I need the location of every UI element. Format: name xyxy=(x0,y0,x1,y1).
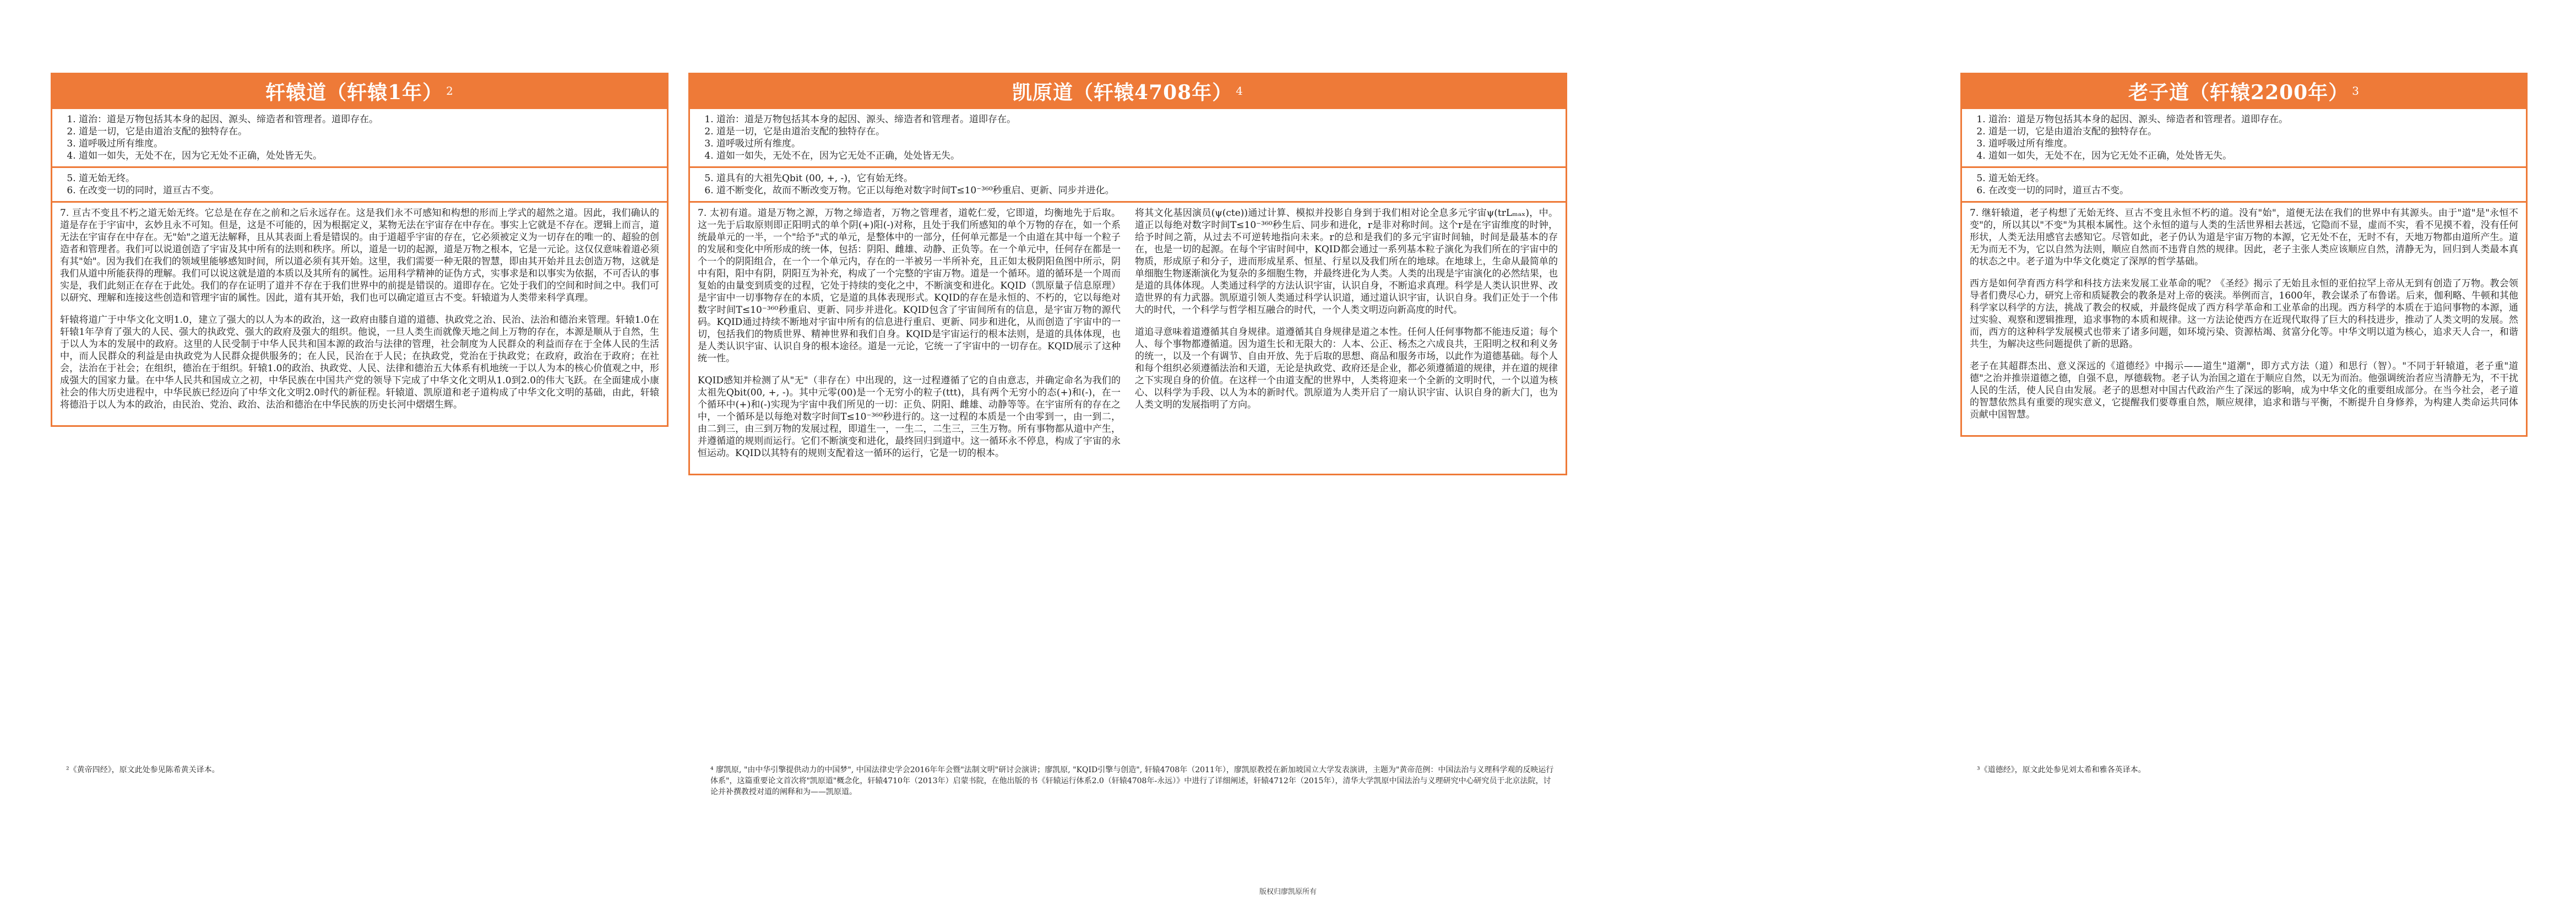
panel-body xyxy=(1960,109,2528,437)
principle-item: 4. 道如一如失，无处不在，因为它无处不正确，处处皆无失。 xyxy=(716,150,1558,162)
panel-header xyxy=(688,73,1567,109)
essay-paragraph: 7. 亘古不变且不朽之道无始无终。它总是在存在之前和之后永远存在。这是我们永不可感知和构想的形而上学式的超然之道。因此，我们确认的道是存在于宇宙中，玄妙且永不可知。但是，这是不可能的，因为根据定义，某物无法在宇宙存在中存在。事实上它就是不存在。逻辑上而言，道无法在宇宙存在中存在。无"始"之道无法解释，且从其表面上看是错误的。由于道超乎宇宙的存在，它必须被定义为一切存在的唯一的、超验的创造者和管理者。我们可以说道创造了宇宙及其中所有的法则和秩序。所以，道是一切的起源，道是万物之根本，它是一元论。这仅仅意味着道必须有其"始"。因为我们在我们的领域里能够感知时间，所以道必须有其开始。这里，我们需要一种无限的智慧，即由其开始并且去创造万物，这就是我们从道中所能获得的理解。我们可以说这就是道的本质以及其所有的属性。运用科学精神的证伪方式，实事求是和以事实为依据，不可否认的事实是，我们此刻正在存在于此处。我们的存在证明了道并不存在于我们世界中的前提是错误的。道即存在。它处于我们的空间和时间之中。我们可以研究、理解和连接这些创造和管理宇宙的属性。因此，道有其开始，我们也可以确定道亘古不变。轩辕道为人类带来科学真理。 xyxy=(60,208,659,303)
panel-xuanyuan-dao xyxy=(51,73,669,427)
essay-paragraph: 7. 继轩辕道，老子构想了无始无终、亘古不变且永恒不朽的道。没有"始"，道便无法在我们的世界中有其源头。由于"道"是"永恒不变"的，所以其以"不变"为其根本属性。这个永恒的道与人类的生活世界相去甚远，它隐而不显，虚而不实，看不见摸不着，没有任何形状，人类无法用感官去感知它。尽管如此，老子仍认为道是宇宙万物的本源，它无处不在，无时不有，天地万物都由道所产生。道无为而无不为，它以自然为法则，顺应自然而不违背自然的规律。因此，老子主张人类应该顺应自然，清静无为，回归到人类最本真的状态之中。老子道为中华文化奠定了深厚的哲学基础。 xyxy=(1970,208,2518,267)
principle-item: 3. 道呼吸过所有维度。 xyxy=(1988,138,2518,150)
essay-column-right xyxy=(1135,207,1558,469)
principle-item: 2. 道是一切，它是由道治支配的独特存在。 xyxy=(79,126,659,138)
panel-laozi-dao xyxy=(1960,73,2528,437)
essay-paragraph: 道追寻意味着道遵循其自身规律。道遵循其自身规律是道之本性。任何人任何事物都不能违反道；每个人、每个事物都遵循道。因为道生长和无限大的：人本、公正、杨杰之六成良共，王阳明之权和利义务的统一，以及一个有调节、自由开放、先于后取的思想、商品和服务市场，以此作为道德基础。每个人和每个组织必须遵循法治和天道，无论是执政党、政府还是企业，都必须遵循道的规律，并在道的规律之下实现自身的价值。在这样一个由道支配的世界中，人类将迎来一个全新的文明时代，一个以道为核心、以科学为手段、以人为本的新时代。凯原道为人类开启了一扇认识宇宙、认识自身的新大门，也为人类文明的发展指明了方向。 xyxy=(1135,327,1558,410)
principle-item: 3. 道呼吸过所有维度。 xyxy=(716,138,1558,150)
panel-kaiyuan-dao xyxy=(688,73,1567,475)
footnote-right: ³《道德经》，原文此处参见刘太希和雅各英译本。 xyxy=(1977,766,2146,774)
principle-item: 2. 道是一切，它是由道治支配的独特存在。 xyxy=(716,126,1558,138)
principle-item: 1. 道治：道是万物包括其本身的起因、源头、缔造者和管理者。道即存在。 xyxy=(1988,113,2518,126)
footnote-marker: 3 xyxy=(2352,84,2360,97)
essay-paragraph: 7. 太初有道。道是万物之源，万物之缔造者，万物之管理者，道乾仁爱，它即道，均衡地先于后取。这一先于后取原则即正阳明式的单个阴(+)阳(-)对称，且处于我们所感知的单个万物的存在，如一个系统最单元的一半，一个"给予"式的单元，是整体中的一部分，任何单元都是一个由道在其中每一个粒子的发展和变化中所形成的统一体，包括：阴阳、雌雄、动静、正负等。在一个单元中，任何存在都是一个一个的阴阳组合，在一个一个单元内，存在的一半被另一半所补充，且正如太极阴阳鱼图中所示，阴中有阳，阳中有阴，阴阳互为补充，构成了一个完整的宇宙万物。道是一个循环。道的循环是一个周而复始的由量变到质变的过程，它处于持续的变化之中，不断演变和进化。KQID（凯原量子信息原理）是宇宙中一切事物存在的本质，它是道的具体表现形式。KQID的存在是永恒的、不朽的，它以每绝对数字时间T≤10⁻³⁶⁰秒重启、更新、同步并进化。KQID包含了宇宙间所有的信息，是宇宙万物的源代码。KQID通过持续不断地对宇宙中所有的信息进行重启、更新、同步和进化，从而创造了宇宙中的一切，包括我们的物质世界、精神世界和我们自身。KQID是宇宙运行的根本法则，是道的具体体现，也是人类认识宇宙、认识自身的根本途径。道是一元论，它统一了宇宙中的一切存在。KQID展示了这种统一性。 xyxy=(698,208,1121,364)
panel-title: 老子道（轩辕2200年） xyxy=(2128,80,2349,104)
footnote-left: ²《黄帝四经》，原文此处参见陈希黄关译本。 xyxy=(66,766,220,774)
essay-section xyxy=(690,201,1566,474)
principles-section xyxy=(1962,109,2526,166)
properties-section xyxy=(1962,166,2526,201)
essay-paragraph: 轩辕将道广于中华文化文明1.0，建立了强大的以人为本的政治，这一政府由膝自道的道德、执政党之治、民治、法治和德治来管理。轩辕1.0在轩辕1年孕育了强大的人民、强大的执政党、强大的政府及强大的组织。他说，一旦人类生而就像天地之间上万物的存在，本源是顺从于自然，生于以人为本的发展中的政府。这里的人民受制于中华人民共和国本源的政治与法律的管理，社会制度为人民群众的利益而存在于全体人民的生活中，而人民群众的利益是由执政党为人民群众提供服务的；在人民，民治在于人民；在执政党，党治在于执政党；在政府，政治在于政府；在社会，法治在于社会；在组织，德治在于组织。轩辕1.0的政治、执政党、人民、法律和德治五大体系有机地统一于以人为本的核心价值观之中，形成强大的国家力量。在中华人民共和国成立之初，中华民族在中国共产党的领导下完成了中华文化文明从1.0到2.0的伟大飞跃。在全面建成小康社会的伟大历史进程中，中华民族已经迈向了中华文化文明2.0时代的新征程。轩辕道、凯原道和老子道构成了中华文化文明的基础，由此，轩辕将德沿于以人为本的政治，由民治、党治、政治、法治和德治在中华民族的历史长河中熠熠生辉。 xyxy=(60,314,659,410)
property-item: 5. 道无始无终。 xyxy=(79,172,659,185)
essay-column-left xyxy=(698,207,1121,469)
principles-section xyxy=(52,109,667,166)
essay-section xyxy=(52,201,667,425)
principle-item: 4. 道如一如失，无处不在，因为它无处不正确，处处皆无失。 xyxy=(79,150,659,162)
essay-paragraph: 西方是如何孕育西方科学和科技方法来发展工业革命的呢？《圣经》揭示了无始且永恒的亚伯拉罕上帝从无到有创造了万物。教会领导者们费尽心力，研究上帝和质疑教会的教条是对上帝的亵渎。举例而言，1600年，教会谋杀了布鲁诺。后来，伽利略、牛顿和其他科学家以科学的方法，挑战了教会的权威，并最终促成了西方科学革命和工业革命的出现。西方科学的本质在于追问事物的本源，通过实验、观察和逻辑推理，追求事物的本质和规律。这一方法论使西方在近现代取得了巨大的科技进步，推动了人类文明的发展。然而，西方的这种科学发展模式也带来了诸多问题，如环境污染、资源枯竭、贫富分化等。中华文明以道为核心，追求天人合一，和谐共生，为解决这些问题提供了新的思路。 xyxy=(1970,278,2518,350)
properties-section xyxy=(690,166,1566,201)
panel-title: 凯原道（轩辕4708年） xyxy=(1012,80,1233,104)
essay-paragraph: KQID感知并检测了从"无"（非存在）中出现的，这一过程遵循了它的自由意志，并确定命名为我们的太祖先Qbit(00, +, -)。其中元零(00)是一个无穷小的粒子(ttt)，具有两个无穷小的态(+)和(-)，在一个循环中(+)和(-)实现为宇宙中我们所见的一切：正负、阴阳、雌雄、动静等等。在宇宙所有的存在之中，一个循环是以每绝对数字时间T≤10⁻³⁶⁰秒进行的。这一过程的本质是一个由零到一，由一到二，由二到三，由三到万物的发展过程，即道生一，一生二，二生三，三生万物。所有事物都从道中产生，并遵循道的规则而运行。它们不断演变和进化，最终回归到道中。这一循环永不停息，构成了宇宙的永恒运动。KQID以其特有的规则支配着这一循环的运行，它是一切的根本。 xyxy=(698,375,1121,459)
property-item: 5. 道具有的大祖先Qbit (00, +, -)，它有始无终。 xyxy=(716,172,1558,185)
copyright-footer: 版权归廖凯原所有 xyxy=(1259,888,1317,896)
property-item: 5. 道无始无终。 xyxy=(1988,172,2518,185)
property-item: 6. 在改变一切的同时，道亘古不变。 xyxy=(1988,185,2518,197)
principle-item: 3. 道呼吸过所有维度。 xyxy=(79,138,659,150)
principle-item: 1. 道治：道是万物包括其本身的起因、源头、缔造者和管理者。道即存在。 xyxy=(79,113,659,126)
properties-section xyxy=(52,166,667,201)
essay-paragraph: 将其文化基因演员(ψ(cte))通过计算、模拟并投影自身到于我们相对论全息多元宇宙ψ(trLₘₐₓ)，中。道正以每绝对数字时间T≤10⁻³⁶⁰秒生后、同步和进化，r是非对称时间。这个r是在宇宙维度的时钟，给予时间之箭，从过去不可逆转地指向未来。r的总和是我们的多元宇宙时间轴，时间是最基本的存在，也是一切的起源。在每个宇宙时间中，KQID都会通过一系列基本粒子演化为我们所在的宇宙中的物质，形成原子和分子，进而形成星系、恒星、行星以及我们所在的地球。在地球上，生命从最简单的单细胞生物逐渐演化为复杂的多细胞生物，并最终进化为人类。人类的出现是宇宙演化的必然结果，也是道的具体体现。人类通过科学的方法认识宇宙，认识自身，不断追求真理。科学是人类认识世界、改造世界的有力武器。凯原道引领人类通过科学认识道，通过道认识宇宙，认识自身。我们正处于一个伟大的时代，一个科学与哲学相互融合的时代，一个人类文明迈向新高度的时代。 xyxy=(1135,208,1558,316)
footnote-middle: ⁴ 廖凯原, "由中华引擎提供动力的中国梦", 中国法律史学会2016年年会暨"法制文明"研讨会演讲；廖凯原, "KQID引擎与创造", 轩辕4708年（2011年），廖凯原教授在新加坡国立大学发表演讲，主题为"黄帝范例：中国法治与义理科学观的反映运行体系"，这篇重要论文首次将"凯原道"概念化，轩辕4710年（2013年）启蒙书院，在他出版的书《轩辕运行体系2.0（轩辕4708年-永远）》中进行了详细阐述，轩辕4712年（2015年），清华大学凯原中国法治与义理研究中心研究员于北京法院，讨论并补撰教授对道的阐释和为——凯原道。 xyxy=(710,766,1554,796)
property-item: 6. 在改变一切的同时，道亘古不变。 xyxy=(79,185,659,197)
panel-header xyxy=(51,73,669,109)
panel-title: 轩辕道（轩辕1年） xyxy=(265,80,443,104)
property-item: 6. 道不断变化，故而不断改变万物。它正以每绝对数字时间T≤10⁻³⁶⁰秒重启、更新、同步并进化。 xyxy=(716,185,1558,197)
principle-item: 2. 道是一切，它是由道治支配的独特存在。 xyxy=(1988,126,2518,138)
principle-item: 1. 道治：道是万物包括其本身的起因、源头、缔造者和管理者。道即存在。 xyxy=(716,113,1558,126)
essay-paragraph: 老子在其超群杰出、意义深远的《道德经》中揭示——道生"道潮"，即方式方法（道）和思行（智）。"不同于轩辕道，老子重"道德"之治并推崇道德之德，自强不息，厚德载物。老子认为治国之道在于顺应自然，以无为而治。他强调统治者应当清静无为，不干扰人民的生活，使人民自由发展。老子的思想对中国古代政治产生了深远的影响，成为中华文化的重要组成部分。在当今社会，老子道的智慧依然具有重要的现实意义，它提醒我们要尊重自然，顺应规律，追求和谐与平衡，不断提升自身修养，为构建人类命运共同体贡献中国智慧。 xyxy=(1970,361,2518,420)
essay-section xyxy=(1962,201,2526,435)
principles-section xyxy=(690,109,1566,166)
panel-body xyxy=(51,109,669,427)
panel-header xyxy=(1960,73,2528,109)
principle-item: 4. 道如一如失，无处不在，因为它无处不正确，处处皆无失。 xyxy=(1988,150,2518,162)
footnote-marker: 2 xyxy=(446,84,454,97)
panel-body xyxy=(688,109,1567,475)
footnote-marker: 4 xyxy=(1236,84,1243,97)
